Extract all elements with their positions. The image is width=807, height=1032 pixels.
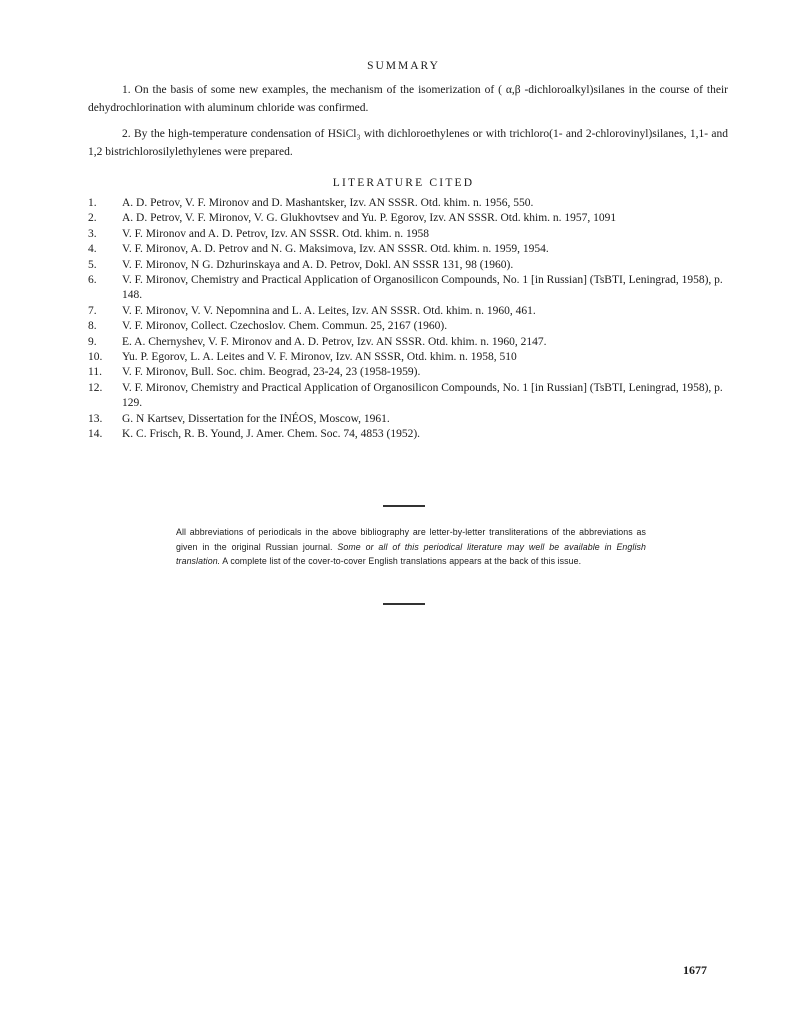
reference-text: V. F. Mironov, N G. Dzhurinskaya and A. D. Petrov, Dokl. AN SSSR 131, 98 (1960). — [122, 258, 514, 271]
reference-number: 2. — [88, 212, 97, 225]
reference-item — [88, 304, 738, 319]
footnote-italic-text: Some or all of this periodical literature may well be available in English translation. — [176, 541, 646, 566]
literature-cited-heading: LITERATURE CITED — [332, 177, 475, 189]
reference-number: 11. — [88, 366, 102, 379]
reference-list — [88, 196, 738, 443]
reference-number: 1. — [88, 197, 97, 209]
reference-number: 14. — [88, 428, 103, 441]
reference-number: 10. — [88, 351, 103, 364]
summary-paragraph-1: 1. On the basis of some new examples, the mechanism of the isomerization of ( α,β -dichloroalkyl)silanes in the course of their dehydrochlorination with aluminum chloride was confirmed. — [88, 84, 728, 114]
reference-number: 9. — [88, 335, 97, 348]
divider-rule — [383, 603, 425, 605]
reference-number: 5. — [88, 258, 97, 271]
reference-item — [88, 350, 738, 365]
reference-item — [88, 365, 738, 380]
reference-number: 6. — [88, 274, 97, 287]
reference-text: V. F. Mironov, V. V. Nepomnina and L. A. Leites, Izv. AN SSSR. Otd. khim. n. 1960, 461. — [122, 304, 536, 317]
abbreviations-footnote — [176, 525, 646, 569]
reference-item — [88, 211, 738, 226]
reference-number: 8. — [88, 320, 97, 333]
footnote-text: A complete list of the cover-to-cover English translations appears at the back of this issue. — [220, 556, 582, 566]
reference-text: V. F. Mironov, Collect. Czechoslov. Chem. Commun. 25, 2167 (1960). — [122, 320, 448, 333]
footnote-text: All abbreviations of periodicals in the above bibliography are letter-by-letter transliterations of the abbreviations as given in the original Russian journal. — [176, 527, 646, 552]
reference-text: A. D. Petrov, V. F. Mironov and D. Mashantsker, Izv. AN SSSR. Otd. khim. n. 1956, 550. — [122, 197, 534, 209]
reference-number: 7. — [88, 304, 97, 317]
reference-text: K. C. Frisch, R. B. Yound, J. Amer. Chem. Soc. 74, 4853 (1952). — [122, 428, 421, 441]
reference-item — [88, 258, 738, 273]
reference-text: V. F. Mironov, Chemistry and Practical Application of Organosilicon Compounds, No. 1 [in Russian] (TsBTI, Leningrad, 1958), p. 129. — [122, 381, 723, 410]
summary-paragraph-2: 2. By the high-temperature condensation of HSiCl₃ with dichloroethylenes or with trichloro(1- and 2-chlorovinyl)silanes, 1,1- and 1,2 bistrichlorosilylethylenes were prepared. — [88, 128, 728, 158]
reference-text: E. A. Chernyshev, V. F. Mironov and A. D. Petrov, Izv. AN SSSR. Otd. khim. n. 1960, 2147. — [122, 335, 547, 348]
divider-rule — [383, 505, 425, 507]
reference-number: 13. — [88, 412, 103, 425]
reference-text: A. D. Petrov, V. F. Mironov, V. G. Glukhovtsev and Yu. P. Egorov, Izv. AN SSSR. Otd. khim. n. 1957, 1091 — [122, 212, 617, 225]
reference-text: Yu. P. Egorov, L. A. Leites and V. F. Mironov, Izv. AN SSSR, Otd. khim. n. 1958, 510 — [122, 351, 517, 364]
reference-text: V. F. Mironov, Bull. Soc. chim. Beograd, 23-24, 23 (1958-1959). — [122, 366, 421, 379]
reference-number: 12. — [88, 381, 103, 394]
reference-item — [88, 242, 738, 257]
reference-text: G. N Kartsev, Dissertation for the INÉOS, Moscow, 1961. — [122, 412, 390, 425]
reference-text: V. F. Mironov, A. D. Petrov and N. G. Maksimova, Izv. AN SSSR. Otd. khim. n. 1959, 1954. — [122, 243, 549, 256]
reference-item — [88, 227, 738, 242]
reference-text: V. F. Mironov, Chemistry and Practical Application of Organosilicon Compounds, No. 1 [in Russian] (TsBTI, Leningrad, 1958), p. 148. — [122, 274, 723, 302]
summary-heading: SUMMARY — [367, 60, 440, 72]
reference-item — [88, 335, 738, 350]
reference-item — [88, 427, 738, 442]
reference-item — [88, 381, 738, 412]
reference-item — [88, 319, 738, 334]
reference-item — [88, 196, 738, 211]
reference-number: 3. — [88, 227, 97, 240]
reference-number: 4. — [88, 243, 97, 256]
reference-text: V. F. Mironov and A. D. Petrov, Izv. AN SSSR. Otd. khim. n. 1958 — [122, 227, 429, 240]
reference-item — [88, 412, 738, 427]
reference-item — [88, 273, 738, 304]
page-number: 1677 — [683, 963, 707, 977]
